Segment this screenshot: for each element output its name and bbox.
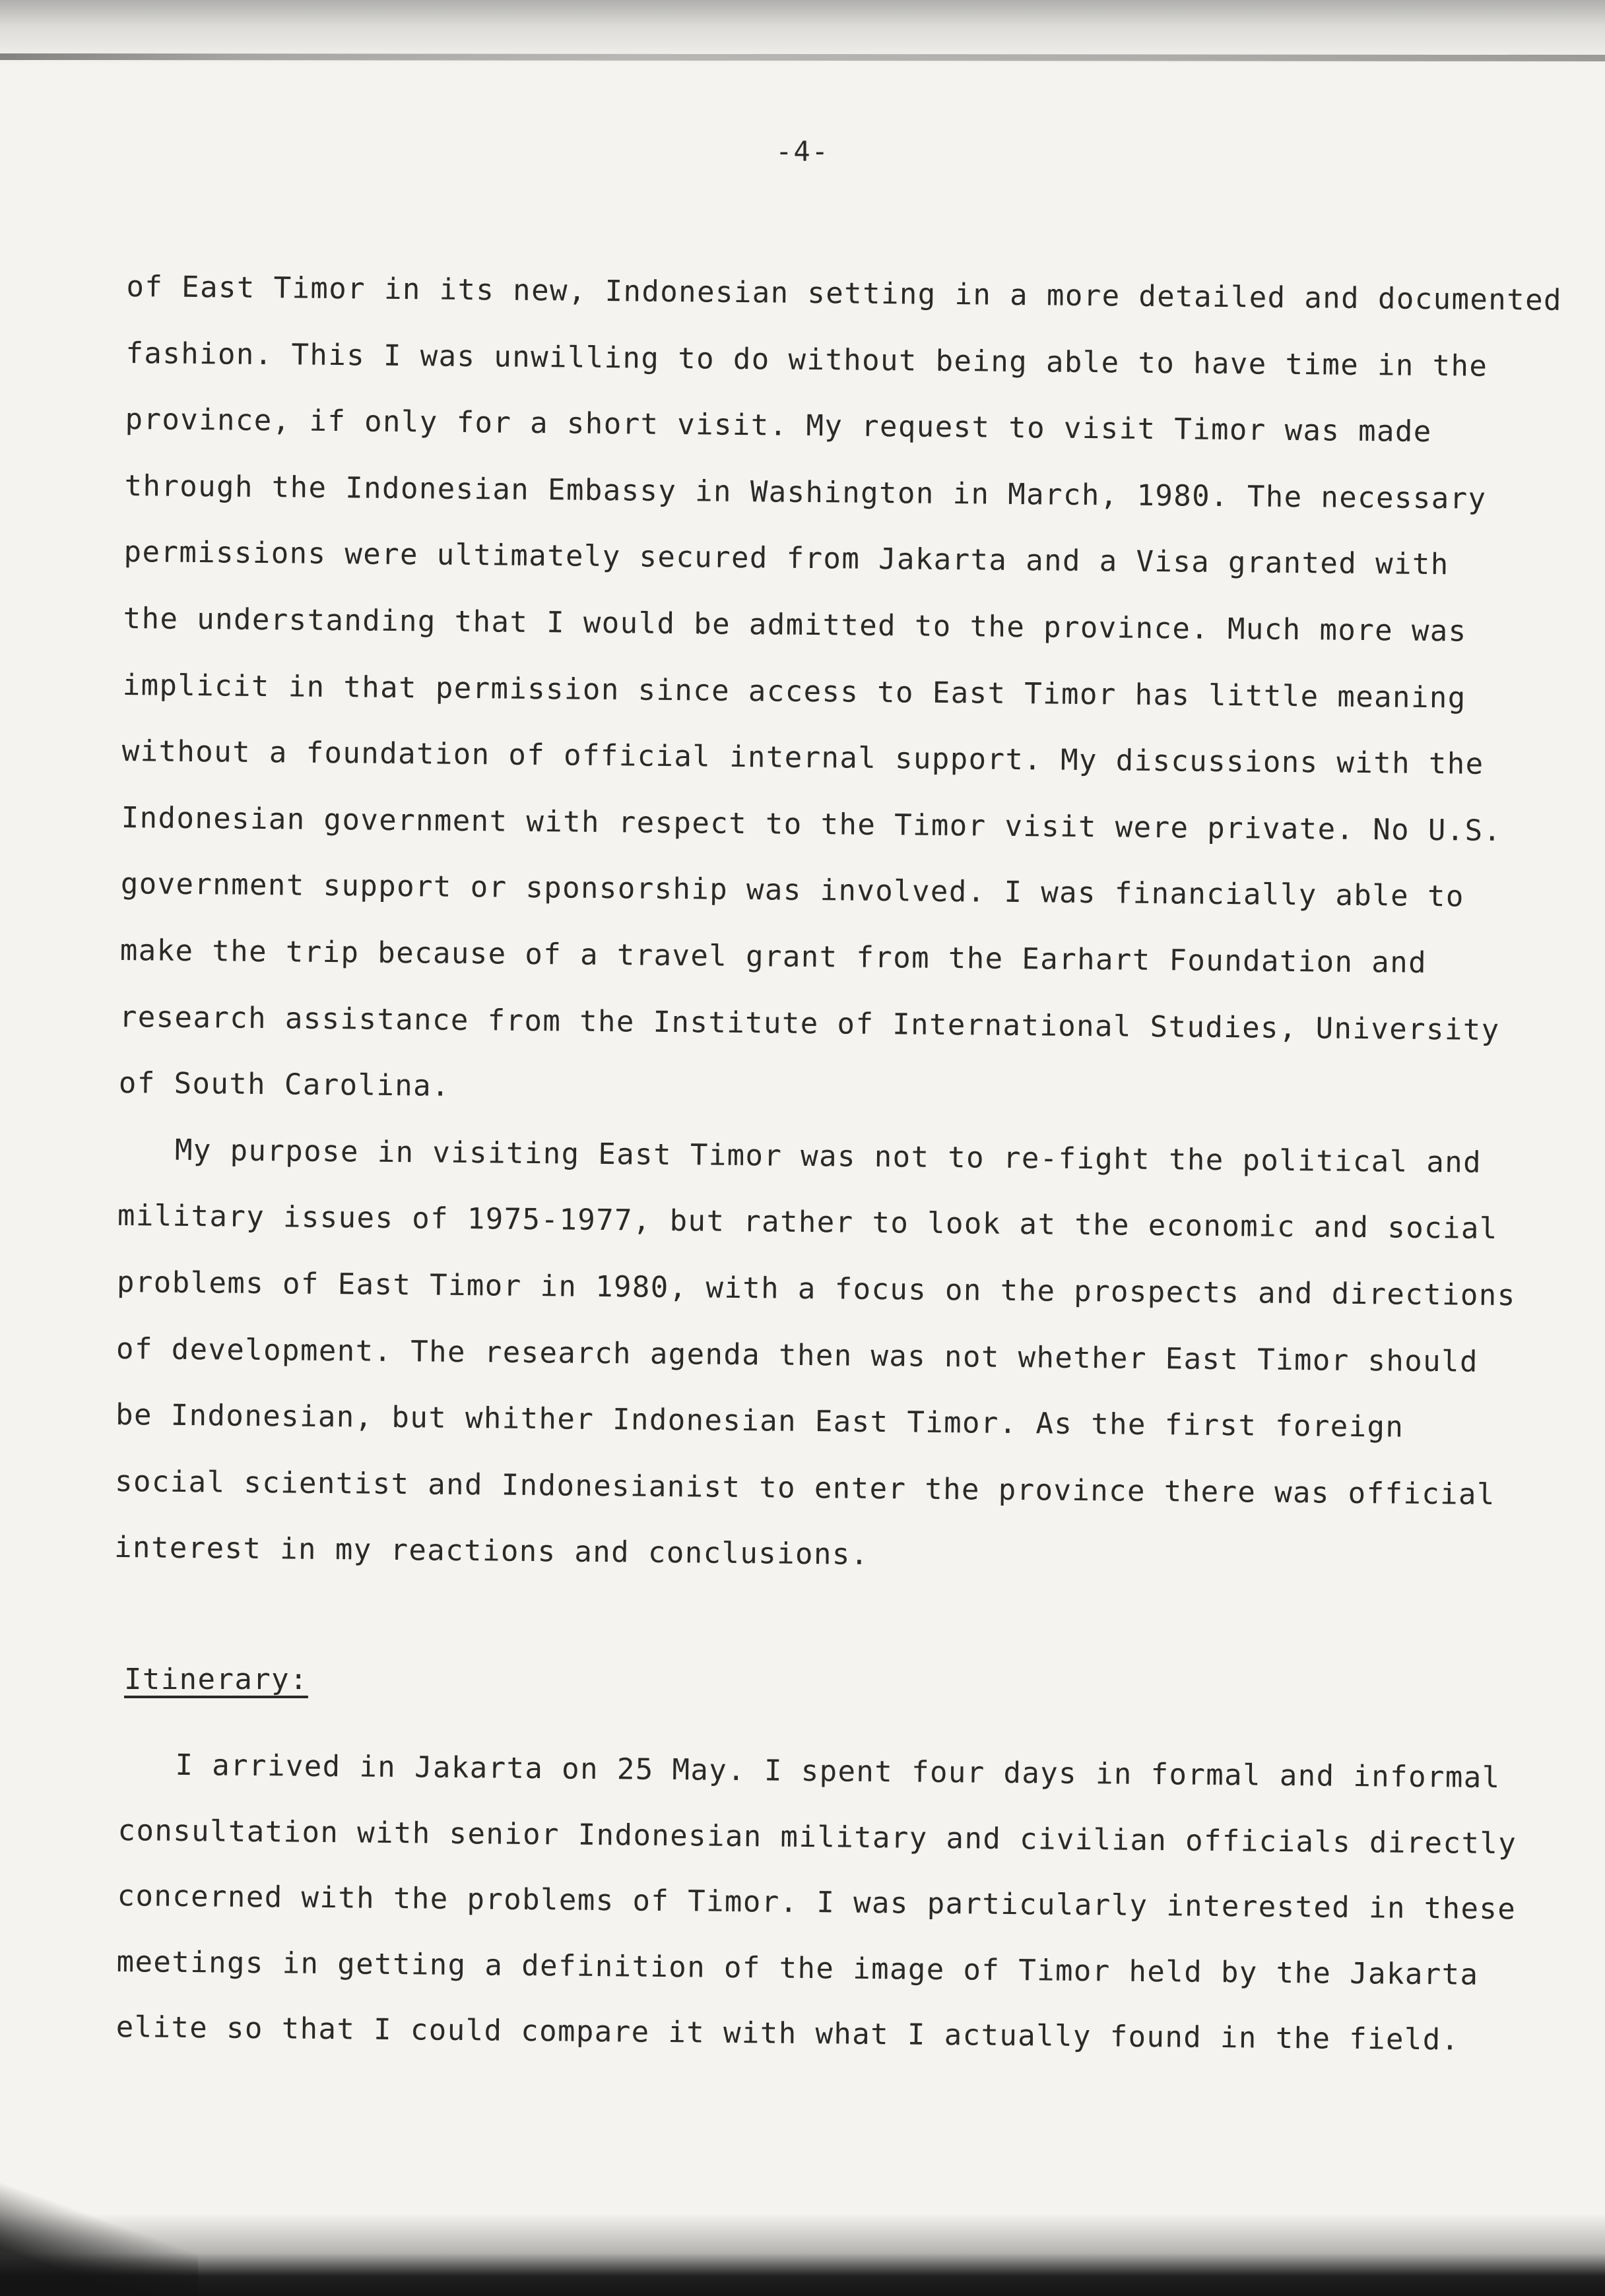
paragraph-1-line: fashion. This I was unwilling to do without being able to have time in the: [125, 336, 1488, 383]
itinerary-heading: Itinerary:: [124, 1663, 308, 1696]
itinerary-text: [115, 1732, 1517, 2073]
paragraph-1-line: the understanding that I would be admitted to the province. Much more was: [123, 601, 1467, 649]
paragraph-1-line: of South Carolina.: [118, 1066, 451, 1103]
itinerary-line: consultation with senior Indonesian military and civilian officials directly: [117, 1813, 1517, 1861]
scan-top-edge: [0, 53, 1605, 61]
paragraph-1-line: implicit in that permission since access to East Timor has little meaning: [122, 668, 1466, 715]
itinerary-line: meetings in getting a definition of the image of Timor held by the Jakarta: [116, 1944, 1479, 1992]
paragraph-1-line: without a foundation of official internal support. My discussions with the: [121, 734, 1484, 781]
body-text: [114, 254, 1563, 1595]
paragraph-1-line: through the Indonesian Embassy in Washington in March, 1980. The necessary: [124, 468, 1487, 516]
paragraph-1-line: permissions were ultimately secured from Jakarta and a Visa granted with: [123, 535, 1449, 582]
scan-top-shadow: [0, 0, 1605, 73]
paragraph-1-line: Indonesian government with respect to the Timor visit were private. No U.S.: [121, 800, 1502, 848]
itinerary-line: elite so that I could compare it with what I actually found in the field.: [115, 2010, 1460, 2057]
scan-bottom-shadow: [0, 2214, 1605, 2296]
itinerary-line: I arrived in Jakarta on 25 May. I spent four days in formal and informal: [175, 1748, 1501, 1795]
paragraph-1-line: of East Timor in its new, Indonesian setting in a more detailed and documented: [126, 269, 1563, 317]
paragraph-2-line: My purpose in visiting East Timor was not to re-fight the political and: [174, 1133, 1482, 1180]
paragraph-2-line: social scientist and Indonesianist to enter the province there was official: [114, 1464, 1496, 1512]
page-number: -4-: [775, 135, 830, 168]
paragraph-1-line: make the trip because of a travel grant from the Earhart Foundation and: [119, 933, 1427, 980]
paragraph-2-line: be Indonesian, but whither Indonesian East Timor. As the first foreign: [115, 1398, 1404, 1444]
paragraph-2-line: problems of East Timor in 1980, with a focus on the prospects and directions: [116, 1265, 1516, 1313]
itinerary-line: concerned with the problems of Timor. I was particularly interested in these: [117, 1878, 1517, 1927]
paragraph-1-line: research assistance from the Institute of International Studies, University: [119, 1000, 1500, 1047]
paragraph-2-line: interest in my reactions and conclusions.: [114, 1531, 869, 1572]
paragraph-2-line: of development. The research agenda then was not whether East Timor should: [115, 1331, 1479, 1379]
paragraph-1-line: government support or sponsorship was involved. I was financially able to: [120, 867, 1464, 914]
paragraph-2-line: military issues of 1975-1977, but rather to look at the economic and social: [117, 1199, 1498, 1246]
paragraph-1-line: province, if only for a short visit. My request to visit Timor was made: [125, 402, 1432, 449]
